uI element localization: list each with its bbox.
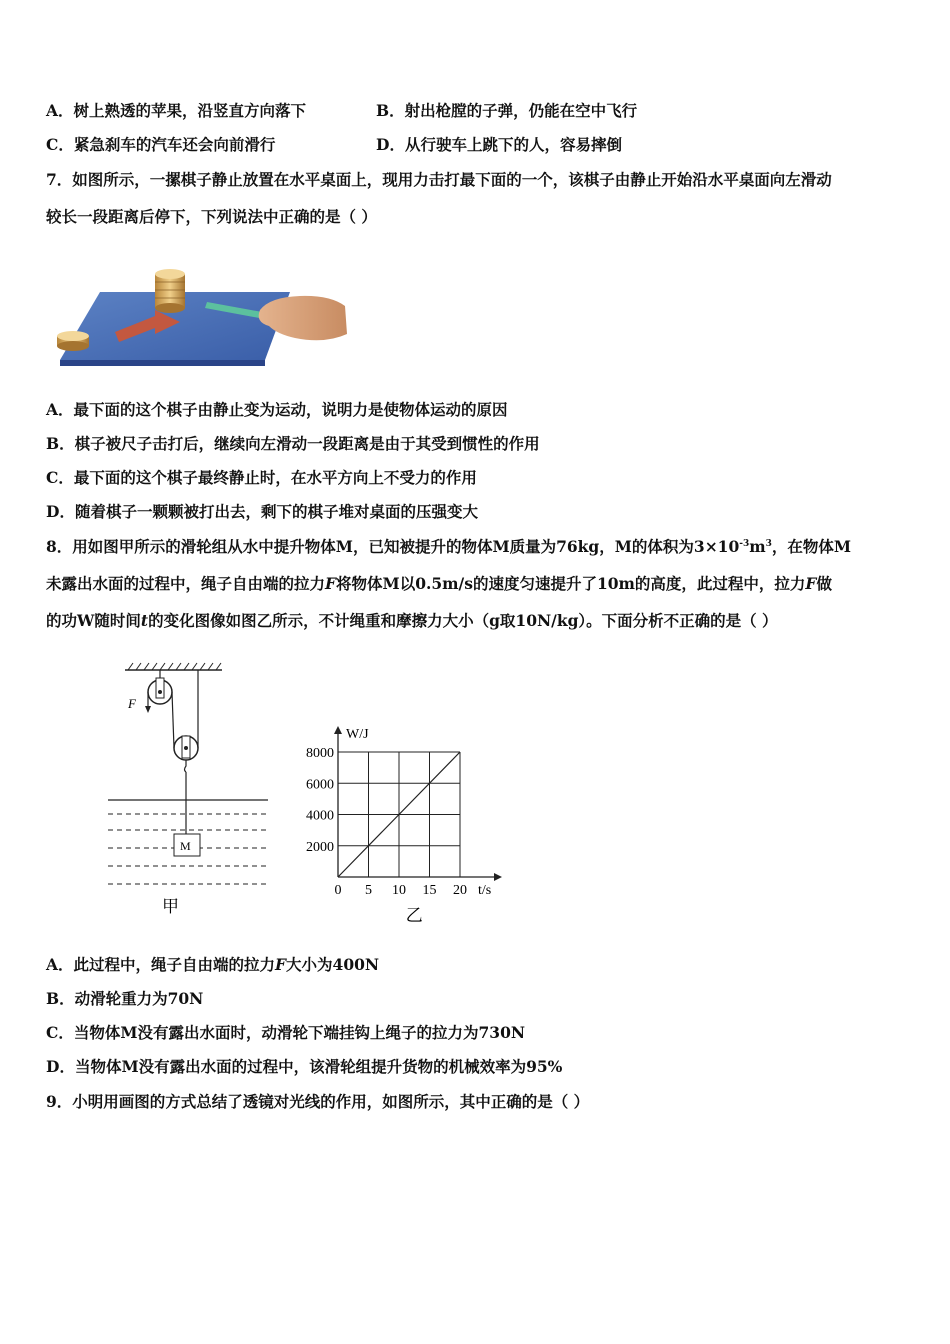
coin-stack	[155, 269, 185, 313]
q8-figure-pulley	[100, 660, 280, 920]
y-axis-label: W/J	[346, 727, 369, 742]
table-edge	[60, 360, 265, 366]
x-tick-label: 0	[334, 883, 342, 898]
q8-stem-line1: 8．用如图甲所示的滑轮组从水中提升物体M，已知被提升的物体M质量为76kg，M的体积为$3\times 10^{-3}m^3$，在物体M	[46, 537, 852, 556]
q8-stem-line2: 未露出水面的过程中，绳子自由端的拉力F将物体M以0.5m/s的速度匀速提升了10m的高度，此过程中，拉力F做	[46, 574, 832, 593]
q8-stem-line3: 的功W随时间t的变化图像如图乙所示，不计绳重和摩擦力大小（g取10N/kg）。下面分析不正确的是（ ）	[46, 611, 778, 630]
q7-option-c: C．最下面的这个棋子最终静止时，在水平方向上不受力的作用	[46, 468, 477, 487]
q6-option-c: C．紧急刹车的汽车还会向前滑行	[46, 135, 276, 154]
force-label: F	[128, 696, 136, 711]
q6-option-b: B．射出枪膛的子弹，仍能在空中飞行	[376, 101, 638, 120]
x-tick-label: 5	[365, 883, 372, 898]
struck-coin	[57, 331, 89, 351]
x-tick-label: 20	[453, 883, 467, 898]
q8-option-d: D．当物体M没有露出水面的过程中，该滑轮组提升货物的机械效率为95%	[46, 1057, 563, 1076]
q7-option-b: B．棋子被尺子击打后，继续向左滑动一段距离是由于其受到惯性的作用	[46, 434, 540, 453]
q6-option-a: A．树上熟透的苹果，沿竖直方向落下	[46, 101, 307, 120]
q8-option-b: B．动滑轮重力为70N	[46, 989, 204, 1008]
x-axis-label: t/s	[478, 883, 492, 898]
y-tick-label: 6000	[306, 777, 334, 793]
q7-figure-chess-pieces	[55, 262, 350, 372]
y-tick-label: 4000	[306, 808, 334, 824]
q6-option-d: D．从行驶车上跳下的人，容易摔倒	[376, 135, 622, 154]
q7-stem-line1: 7．如图所示，一摞棋子静止放置在水平桌面上，现用力击打最下面的一个，该棋子由静止开始沿水平桌面向左滑动	[46, 170, 832, 189]
q7-stem-line2: 较长一段距离后停下，下列说法中正确的是（ ）	[46, 207, 377, 226]
svg-text:M: M	[180, 839, 191, 853]
y-axis-arrow	[334, 726, 342, 734]
q7-option-a: A．最下面的这个棋子由静止变为运动，说明力是使物体运动的原因	[46, 400, 508, 419]
x-tick-label: 10	[392, 883, 406, 898]
figure-caption-jia: 甲	[162, 897, 179, 917]
y-tick-label: 2000	[306, 839, 334, 855]
q9-stem-line1: 9．小明用画图的方式总结了透镜对光线的作用，如图所示，其中正确的是（ ）	[46, 1092, 590, 1111]
y-tick-label: 8000	[306, 746, 334, 761]
q8-option-a: A．此过程中，绳子自由端的拉力F大小为400N	[46, 955, 380, 974]
x-axis-arrow	[494, 873, 502, 881]
movable-pulley	[174, 736, 198, 772]
q8-figure-chart	[290, 712, 510, 927]
figure-caption-yi: 乙	[405, 906, 423, 926]
x-tick-label: 15	[422, 883, 437, 898]
q7-option-d: D．随着棋子一颗颗被打出去，剩下的棋子堆对桌面的压强变大	[46, 502, 478, 521]
q8-option-c: C．当物体M没有露出水面时，动滑轮下端挂钩上绳子的拉力为730N	[46, 1023, 526, 1042]
fixed-pulley	[148, 670, 172, 704]
